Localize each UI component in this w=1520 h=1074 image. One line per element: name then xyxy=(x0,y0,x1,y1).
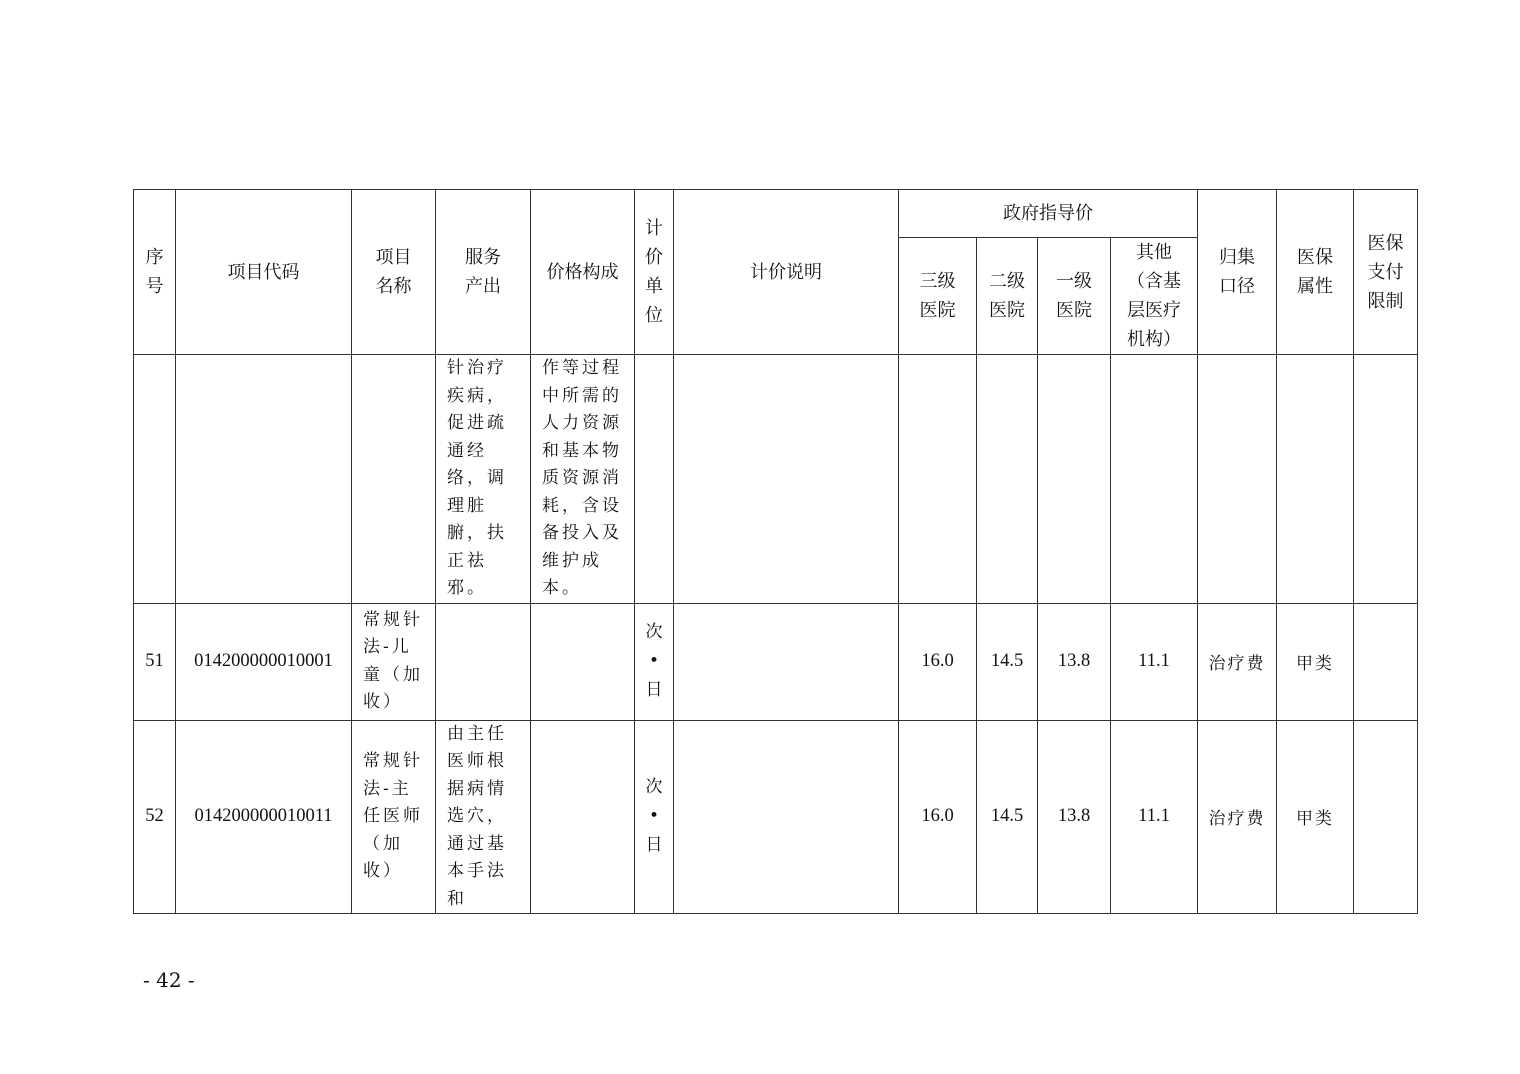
cell-limit xyxy=(1354,355,1418,604)
cell-category: 治疗费 xyxy=(1198,720,1277,914)
cell-category: 治疗费 xyxy=(1198,603,1277,720)
cell-seq: 51 xyxy=(134,603,176,720)
cell-limit xyxy=(1354,603,1418,720)
cell-other xyxy=(1111,355,1198,604)
header-output: 服务产出 xyxy=(436,190,531,355)
cell-level1: 13.8 xyxy=(1038,720,1111,914)
cell-level2: 14.5 xyxy=(977,603,1038,720)
header-level2: 二级医院 xyxy=(977,238,1038,355)
cell-output: 由主任医师根据病情选穴，通过基本手法和 xyxy=(436,720,531,914)
cell-unit xyxy=(635,355,674,604)
cell-description xyxy=(674,603,899,720)
cell-code: 014200000010011 xyxy=(176,720,352,914)
table-row xyxy=(134,355,1418,604)
cell-seq: 52 xyxy=(134,720,176,914)
cell-level3: 16.0 xyxy=(899,603,977,720)
header-unit: 计价单位 xyxy=(635,190,674,355)
cell-description xyxy=(674,720,899,914)
cell-name: 常规针法-主任医师（加收） xyxy=(352,720,436,914)
header-composition: 价格构成 xyxy=(531,190,635,355)
cell-code xyxy=(176,355,352,604)
header-limit: 医保支付限制 xyxy=(1354,190,1418,355)
cell-level3 xyxy=(899,355,977,604)
header-code: 项目代码 xyxy=(176,190,352,355)
header-row-1 xyxy=(134,190,1418,238)
cell-other: 11.1 xyxy=(1111,603,1198,720)
cell-insurance: 甲类 xyxy=(1277,720,1354,914)
cell-limit xyxy=(1354,720,1418,914)
table-row xyxy=(134,720,1418,914)
cell-composition xyxy=(531,720,635,914)
header-category: 归集口径 xyxy=(1198,190,1277,355)
header-gov-price: 政府指导价 xyxy=(899,190,1198,238)
cell-insurance: 甲类 xyxy=(1277,603,1354,720)
cell-insurance xyxy=(1277,355,1354,604)
cell-level1 xyxy=(1038,355,1111,604)
header-other: 其他（含基层医疗机构） xyxy=(1111,238,1198,355)
cell-description xyxy=(674,355,899,604)
cell-level2: 14.5 xyxy=(977,720,1038,914)
price-table xyxy=(133,189,1418,914)
header-name: 项目名称 xyxy=(352,190,436,355)
cell-output xyxy=(436,603,531,720)
header-level1: 一级医院 xyxy=(1038,238,1111,355)
header-level3: 三级医院 xyxy=(899,238,977,355)
cell-name xyxy=(352,355,436,604)
cell-seq xyxy=(134,355,176,604)
cell-unit: 次•日 xyxy=(635,720,674,914)
table-row xyxy=(134,603,1418,720)
cell-level2 xyxy=(977,355,1038,604)
cell-unit: 次•日 xyxy=(635,603,674,720)
cell-composition: 作等过程中所需的人力资源和基本物质资源消耗，含设备投入及维护成本。 xyxy=(531,355,635,604)
cell-category xyxy=(1198,355,1277,604)
header-description: 计价说明 xyxy=(674,190,899,355)
cell-other: 11.1 xyxy=(1111,720,1198,914)
header-insurance: 医保属性 xyxy=(1277,190,1354,355)
cell-level1: 13.8 xyxy=(1038,603,1111,720)
header-seq: 序号 xyxy=(134,190,176,355)
cell-composition xyxy=(531,603,635,720)
cell-code: 014200000010001 xyxy=(176,603,352,720)
cell-level3: 16.0 xyxy=(899,720,977,914)
cell-output: 针治疗疾病，促进疏通经络，调理脏腑，扶正祛邪。 xyxy=(436,355,531,604)
cell-name: 常规针法-儿童（加收） xyxy=(352,603,436,720)
page-number: - 42 - xyxy=(143,968,195,992)
